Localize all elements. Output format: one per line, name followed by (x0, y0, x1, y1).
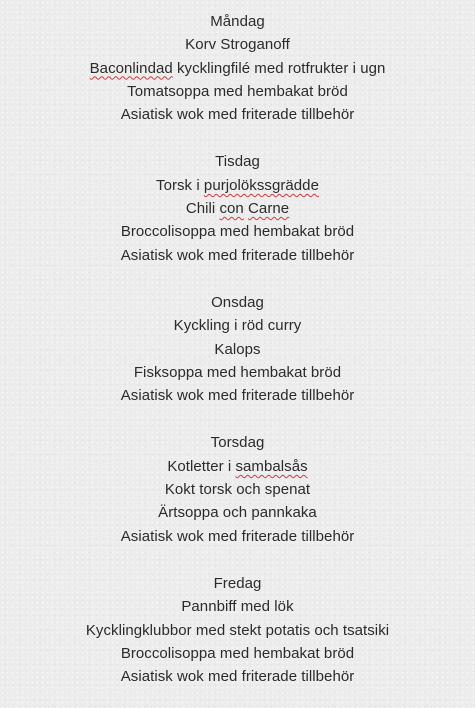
day-section-4 (0, 572, 475, 688)
menu-item-text: kycklingfilé med rotfrukter i ugn (172, 59, 386, 77)
menu-item[interactable] (0, 80, 475, 103)
menu-item-text: Kotletter i (167, 457, 236, 475)
menu-item-text: Torsk i (156, 176, 204, 194)
menu-item-text: Korv Stroganoff (185, 36, 290, 54)
menu-item-text: Kyckling i röd curry (173, 317, 302, 335)
menu-item[interactable] (0, 314, 475, 337)
day-section-2 (0, 291, 475, 407)
day-name: Onsdag (211, 293, 264, 311)
menu-item-text: Fisksoppa med hembakat bröd (133, 363, 342, 381)
menu-item[interactable] (0, 244, 475, 267)
menu-item[interactable] (0, 57, 475, 80)
menu-item-text: Pannbiff med lök (181, 598, 294, 616)
menu-item-text: Asiatisk wok med friterade tillbehör (120, 668, 355, 686)
spellcheck-word: Baconlindad (89, 59, 173, 77)
spellcheck-word: sambalsås (235, 457, 308, 475)
menu-item[interactable] (0, 338, 475, 361)
menu-item-text: Ärtsoppa och pannkaka (158, 504, 317, 522)
day-name: Fredag (213, 574, 262, 592)
menu-item[interactable] (0, 642, 475, 665)
menu-item-text: Kycklingklubbor med stekt potatis och tsatsiki (85, 621, 390, 639)
menu-item[interactable] (0, 197, 475, 220)
menu-item-text: Broccolisoppa med hembakat bröd (120, 223, 355, 241)
menu-item-text: Kalops (214, 340, 261, 358)
menu-item[interactable] (0, 174, 475, 197)
menu-item[interactable] (0, 361, 475, 384)
menu-item-text: Asiatisk wok med friterade tillbehör (120, 387, 355, 405)
menu-item-text: Asiatisk wok med friterade tillbehör (120, 527, 355, 545)
menu-item[interactable] (0, 501, 475, 524)
menu-item-text: Broccolisoppa med hembakat bröd (120, 644, 355, 662)
day-section-0 (0, 10, 475, 126)
menu-item[interactable] (0, 665, 475, 688)
spellcheck-word: Carne (248, 200, 290, 218)
menu-item[interactable] (0, 384, 475, 407)
menu-item[interactable] (0, 525, 475, 548)
menu-item-text: Kokt torsk och spenat (164, 481, 311, 499)
spellcheck-word: con (219, 200, 244, 218)
menu-item[interactable] (0, 220, 475, 243)
day-section-3 (0, 431, 475, 547)
day-name: Torsdag (210, 434, 265, 452)
menu-item-text: Asiatisk wok med friterade tillbehör (120, 246, 355, 264)
menu-item-text: Chili (185, 200, 220, 218)
spellcheck-word: purjolökssgrädde (203, 176, 319, 194)
menu-item-text: Asiatisk wok med friterade tillbehör (120, 106, 355, 124)
menu-item[interactable] (0, 595, 475, 618)
menu-item-text: Tomatsoppa med hembakat bröd (127, 82, 348, 100)
weekly-menu (0, 10, 475, 688)
day-name: Måndag (210, 13, 265, 30)
menu-item[interactable] (0, 478, 475, 501)
menu-item[interactable] (0, 33, 475, 56)
day-section-1 (0, 150, 475, 266)
menu-item[interactable] (0, 619, 475, 642)
menu-item[interactable] (0, 103, 475, 126)
menu-item[interactable] (0, 455, 475, 478)
day-name: Tisdag (215, 153, 260, 171)
